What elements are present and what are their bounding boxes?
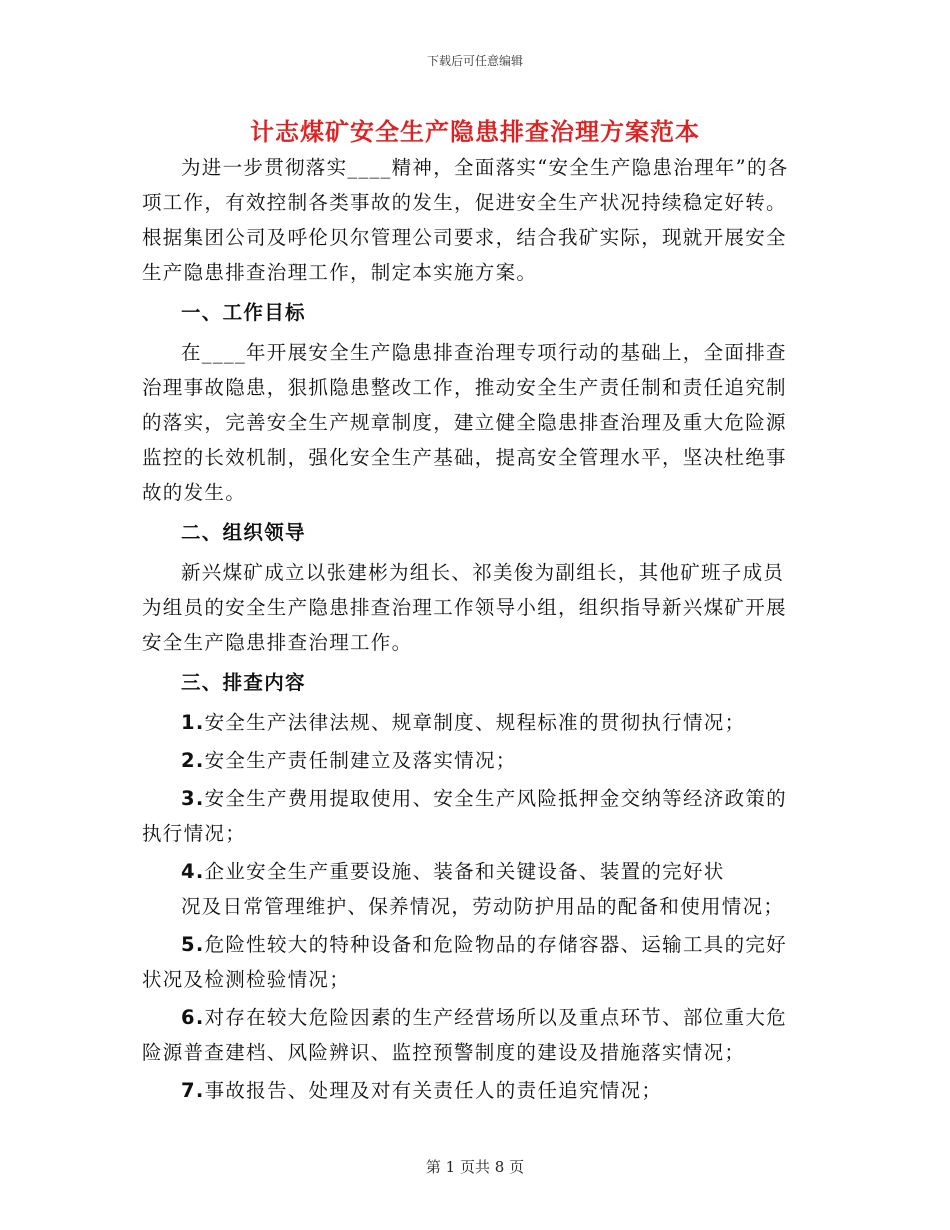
list-item: [142, 743, 802, 778]
section-heading-organization: 二、组织领导: [181, 521, 306, 544]
list-item-text: 对存在较大危险因素的生产经营场所以及重点环节、部位重大危险源普查建档、风险辨识、监控预警制度的建设及措施落实情况；: [142, 1006, 787, 1064]
section-heading-content: 三、排查内容: [181, 671, 306, 694]
list-item-number: 4.: [181, 860, 205, 883]
list-item-number: 7.: [181, 1079, 205, 1102]
section-text-organization: 新兴煤矿成立以张建彬为组长、祁美俊为副组长，其他矿班子成员为组员的安全生产隐患排查治理工作领导小组，组织指导新兴煤矿开展安全生产隐患排查治理工作。: [142, 561, 787, 654]
document-body: [142, 150, 802, 1111]
list-item-number: 5.: [181, 933, 205, 956]
list-item: [142, 705, 802, 740]
list-item-number: 3.: [181, 787, 205, 810]
list-item-number: 6.: [181, 1006, 205, 1029]
list-item: [142, 1073, 802, 1108]
list-item-text: 安全生产费用提取使用、安全生产风险抵押金交纳等经济政策的执行情况；: [142, 787, 787, 845]
section-heading-goals: 一、工作目标: [181, 301, 306, 324]
intro-paragraph: 为进一步贯彻落实____精神，全面落实“安全生产隐患治理年”的各项工作，有效控制各类事故的发生，促进安全生产状况持续稳定好转。根据集团公司及呼伦贝尔管理公司要求，结合我矿实际，现就开展安全生产隐患排查治理工作，制定本实施方案。: [142, 156, 789, 284]
page-header-note: 下载后可任意编辑: [426, 54, 523, 68]
list-item-number: 2.: [181, 749, 205, 772]
list-item-text: 事故报告、处理及对有关责任人的责任追究情况；: [204, 1079, 663, 1102]
list-item-continuation: 况及日常管理维护、保养情况，劳动防护用品的配备和使用情况；: [181, 895, 785, 918]
list-item-text: 企业安全生产重要设施、装备和关键设备、装置的完好状: [204, 860, 725, 883]
list-item-number: 1.: [181, 711, 205, 734]
list-item-text: 安全生产责任制建立及落实情况；: [204, 749, 517, 772]
list-item-text: 安全生产法律法规、规章制度、规程标准的贯彻执行情况；: [204, 711, 746, 734]
list-item-text: 危险性较大的特种设备和危险物品的存储容器、运输工具的完好状况及检测检验情况；: [142, 933, 787, 991]
section-text-goals: 在____年开展安全生产隐患排查治理专项行动的基础上，全面排查治理事故隐患，狠抓隐患整改工作，推动安全生产责任制和责任追究制的落实，完善安全生产规章制度，建立健全隐患排查治理及重大危险源监控的长效机制，强化安全生产基础，提高安全管理水平，坚决杜绝事故的发生。: [142, 341, 787, 504]
document-title: 计志煤矿安全生产隐患排查治理方案范本: [250, 117, 700, 146]
list-item: [142, 781, 802, 851]
list-item: [142, 1000, 802, 1070]
list-item: [142, 854, 802, 889]
list-item: [142, 927, 802, 997]
page-number: 第 1 页共 8 页: [425, 1158, 525, 1176]
